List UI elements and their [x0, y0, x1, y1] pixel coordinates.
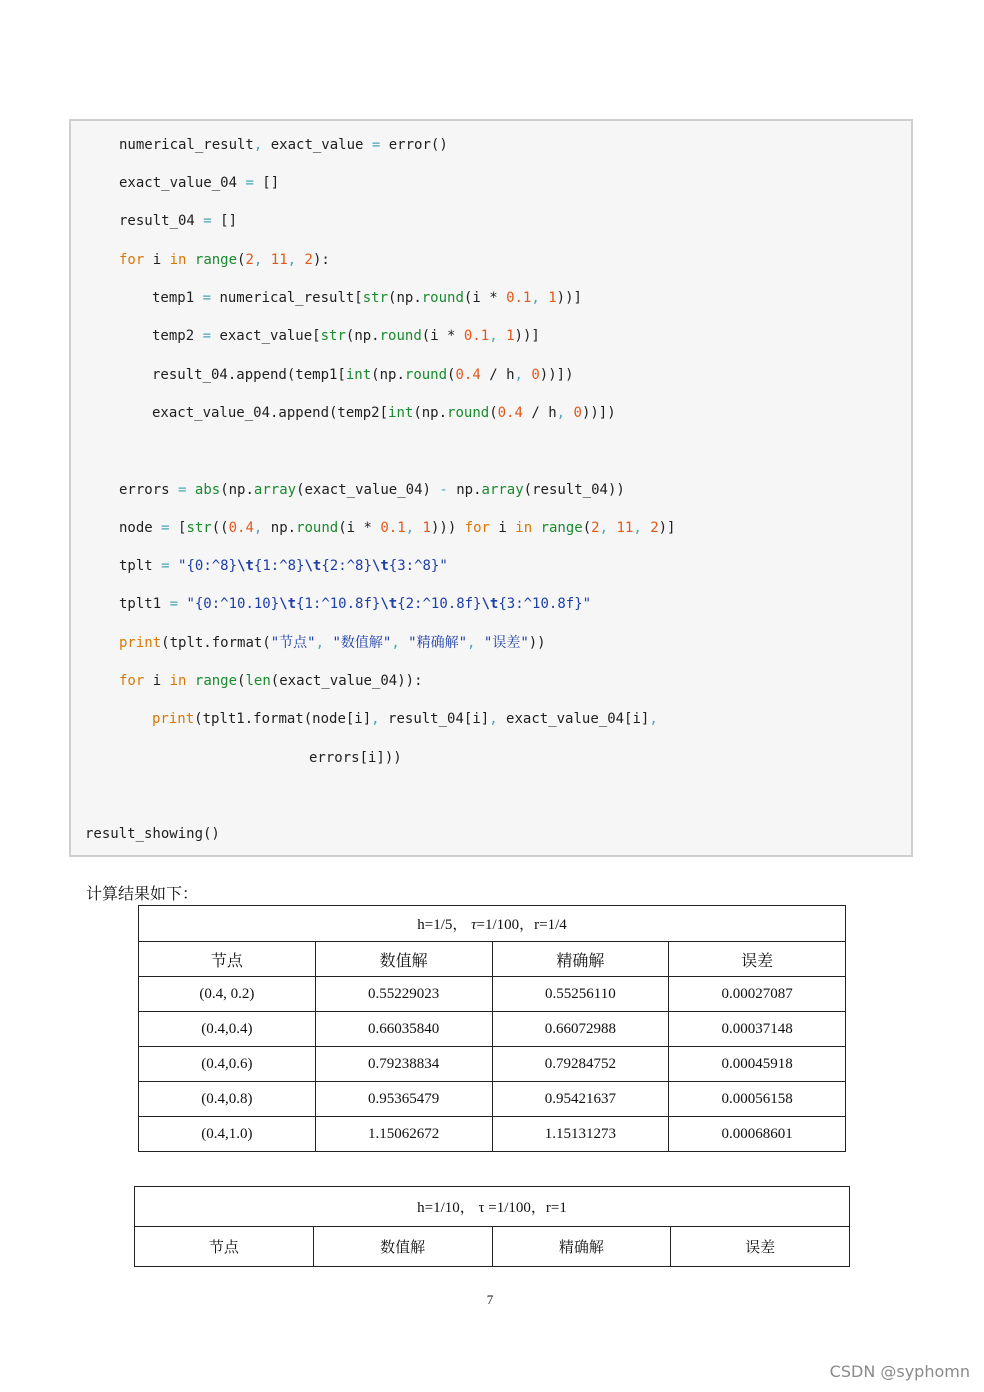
code-line-14: for i in range(len(exact_value_04)):: [119, 673, 423, 689]
result-table-1: [138, 905, 846, 1152]
header-numerical: 数值解: [315, 942, 492, 977]
code-line-13: print(tplt.format("节点", "数值解", "精确解", "误差")): [119, 635, 546, 651]
header-numerical: 数值解: [313, 1227, 492, 1267]
code-block: [69, 119, 913, 857]
table-title-row: [139, 906, 846, 942]
table-row: [139, 1117, 846, 1152]
cell-exact: 0.79284752: [492, 1047, 669, 1082]
header-node: 节点: [135, 1227, 314, 1267]
code-line-16: errors[i])): [309, 750, 402, 766]
code-line-11: tplt = "{0:^8}\t{1:^8}\t{2:^8}\t{3:^8}": [119, 558, 448, 574]
watermark: CSDN @syphomn: [829, 1362, 970, 1381]
table-row: [139, 1012, 846, 1047]
cell-error: 0.00068601: [669, 1117, 846, 1152]
table-row: [139, 1047, 846, 1082]
code-line-5: temp1 = numerical_result[str(np.round(i * 0.1, 1))]: [152, 290, 582, 306]
table-title-row: [135, 1187, 850, 1227]
cell-exact: 0.66072988: [492, 1012, 669, 1047]
cell-error: 0.00045918: [669, 1047, 846, 1082]
result-caption: 计算结果如下：: [86, 884, 199, 903]
table-row: [139, 1082, 846, 1117]
header-node: 节点: [139, 942, 316, 977]
cell-node: (0.4,0.4): [139, 1012, 316, 1047]
table-header-row: [139, 942, 846, 977]
cell-numerical: 0.66035840: [315, 1012, 492, 1047]
table-title: h=1/10， τ =1/100，r=1: [135, 1187, 850, 1227]
cell-numerical: 0.55229023: [315, 977, 492, 1012]
table-header-row: [135, 1227, 850, 1267]
code-line-15: print(tplt1.format(node[i], result_04[i], exact_value_04[i],: [152, 711, 658, 727]
code-line-9: errors = abs(np.array(exact_value_04) - np.array(result_04)): [119, 482, 625, 498]
cell-node: (0.4,0.6): [139, 1047, 316, 1082]
code-line-10: node = [str((0.4, np.round(i * 0.1, 1))) for i in range(2, 11, 2)]: [119, 520, 676, 536]
code-line-6: temp2 = exact_value[str(np.round(i * 0.1, 1))]: [152, 328, 540, 344]
code-line-7: result_04.append(temp1[int(np.round(0.4 / h, 0))]): [152, 367, 574, 383]
cell-node: (0.4,1.0): [139, 1117, 316, 1152]
code-line-12: tplt1 = "{0:^10.10}\t{1:^10.8f}\t{2:^10.8f}\t{3:^10.8f}": [119, 596, 592, 612]
cell-numerical: 0.79238834: [315, 1047, 492, 1082]
cell-numerical: 0.95365479: [315, 1082, 492, 1117]
page-number: 7: [486, 1292, 494, 1307]
cell-error: 0.00037148: [669, 1012, 846, 1047]
tau-symbol: τ: [471, 917, 477, 933]
table-row: [139, 977, 846, 1012]
table-title: h=1/5， τ=1/100，r=1/4: [139, 906, 846, 942]
cell-exact: 0.55256110: [492, 977, 669, 1012]
code-line-1: numerical_result, exact_value = error(): [119, 137, 448, 153]
cell-exact: 1.15131273: [492, 1117, 669, 1152]
header-exact: 精确解: [492, 1227, 671, 1267]
cell-error: 0.00027087: [669, 977, 846, 1012]
code-line-17: result_showing(): [85, 826, 220, 842]
code-line-3: result_04 = []: [119, 213, 238, 229]
header-error: 误差: [671, 1227, 850, 1267]
cell-node: (0.4,0.8): [139, 1082, 316, 1117]
cell-error: 0.00056158: [669, 1082, 846, 1117]
result-table-2: [134, 1186, 850, 1267]
header-exact: 精确解: [492, 942, 669, 977]
header-error: 误差: [669, 942, 846, 977]
cell-node: (0.4, 0.2): [139, 977, 316, 1012]
code-line-4: for i in range(2, 11, 2):: [119, 252, 330, 268]
code-line-8: exact_value_04.append(temp2[int(np.round(0.4 / h, 0))]): [152, 405, 616, 421]
cell-numerical: 1.15062672: [315, 1117, 492, 1152]
code-line-2: exact_value_04 = []: [119, 175, 280, 191]
cell-exact: 0.95421637: [492, 1082, 669, 1117]
